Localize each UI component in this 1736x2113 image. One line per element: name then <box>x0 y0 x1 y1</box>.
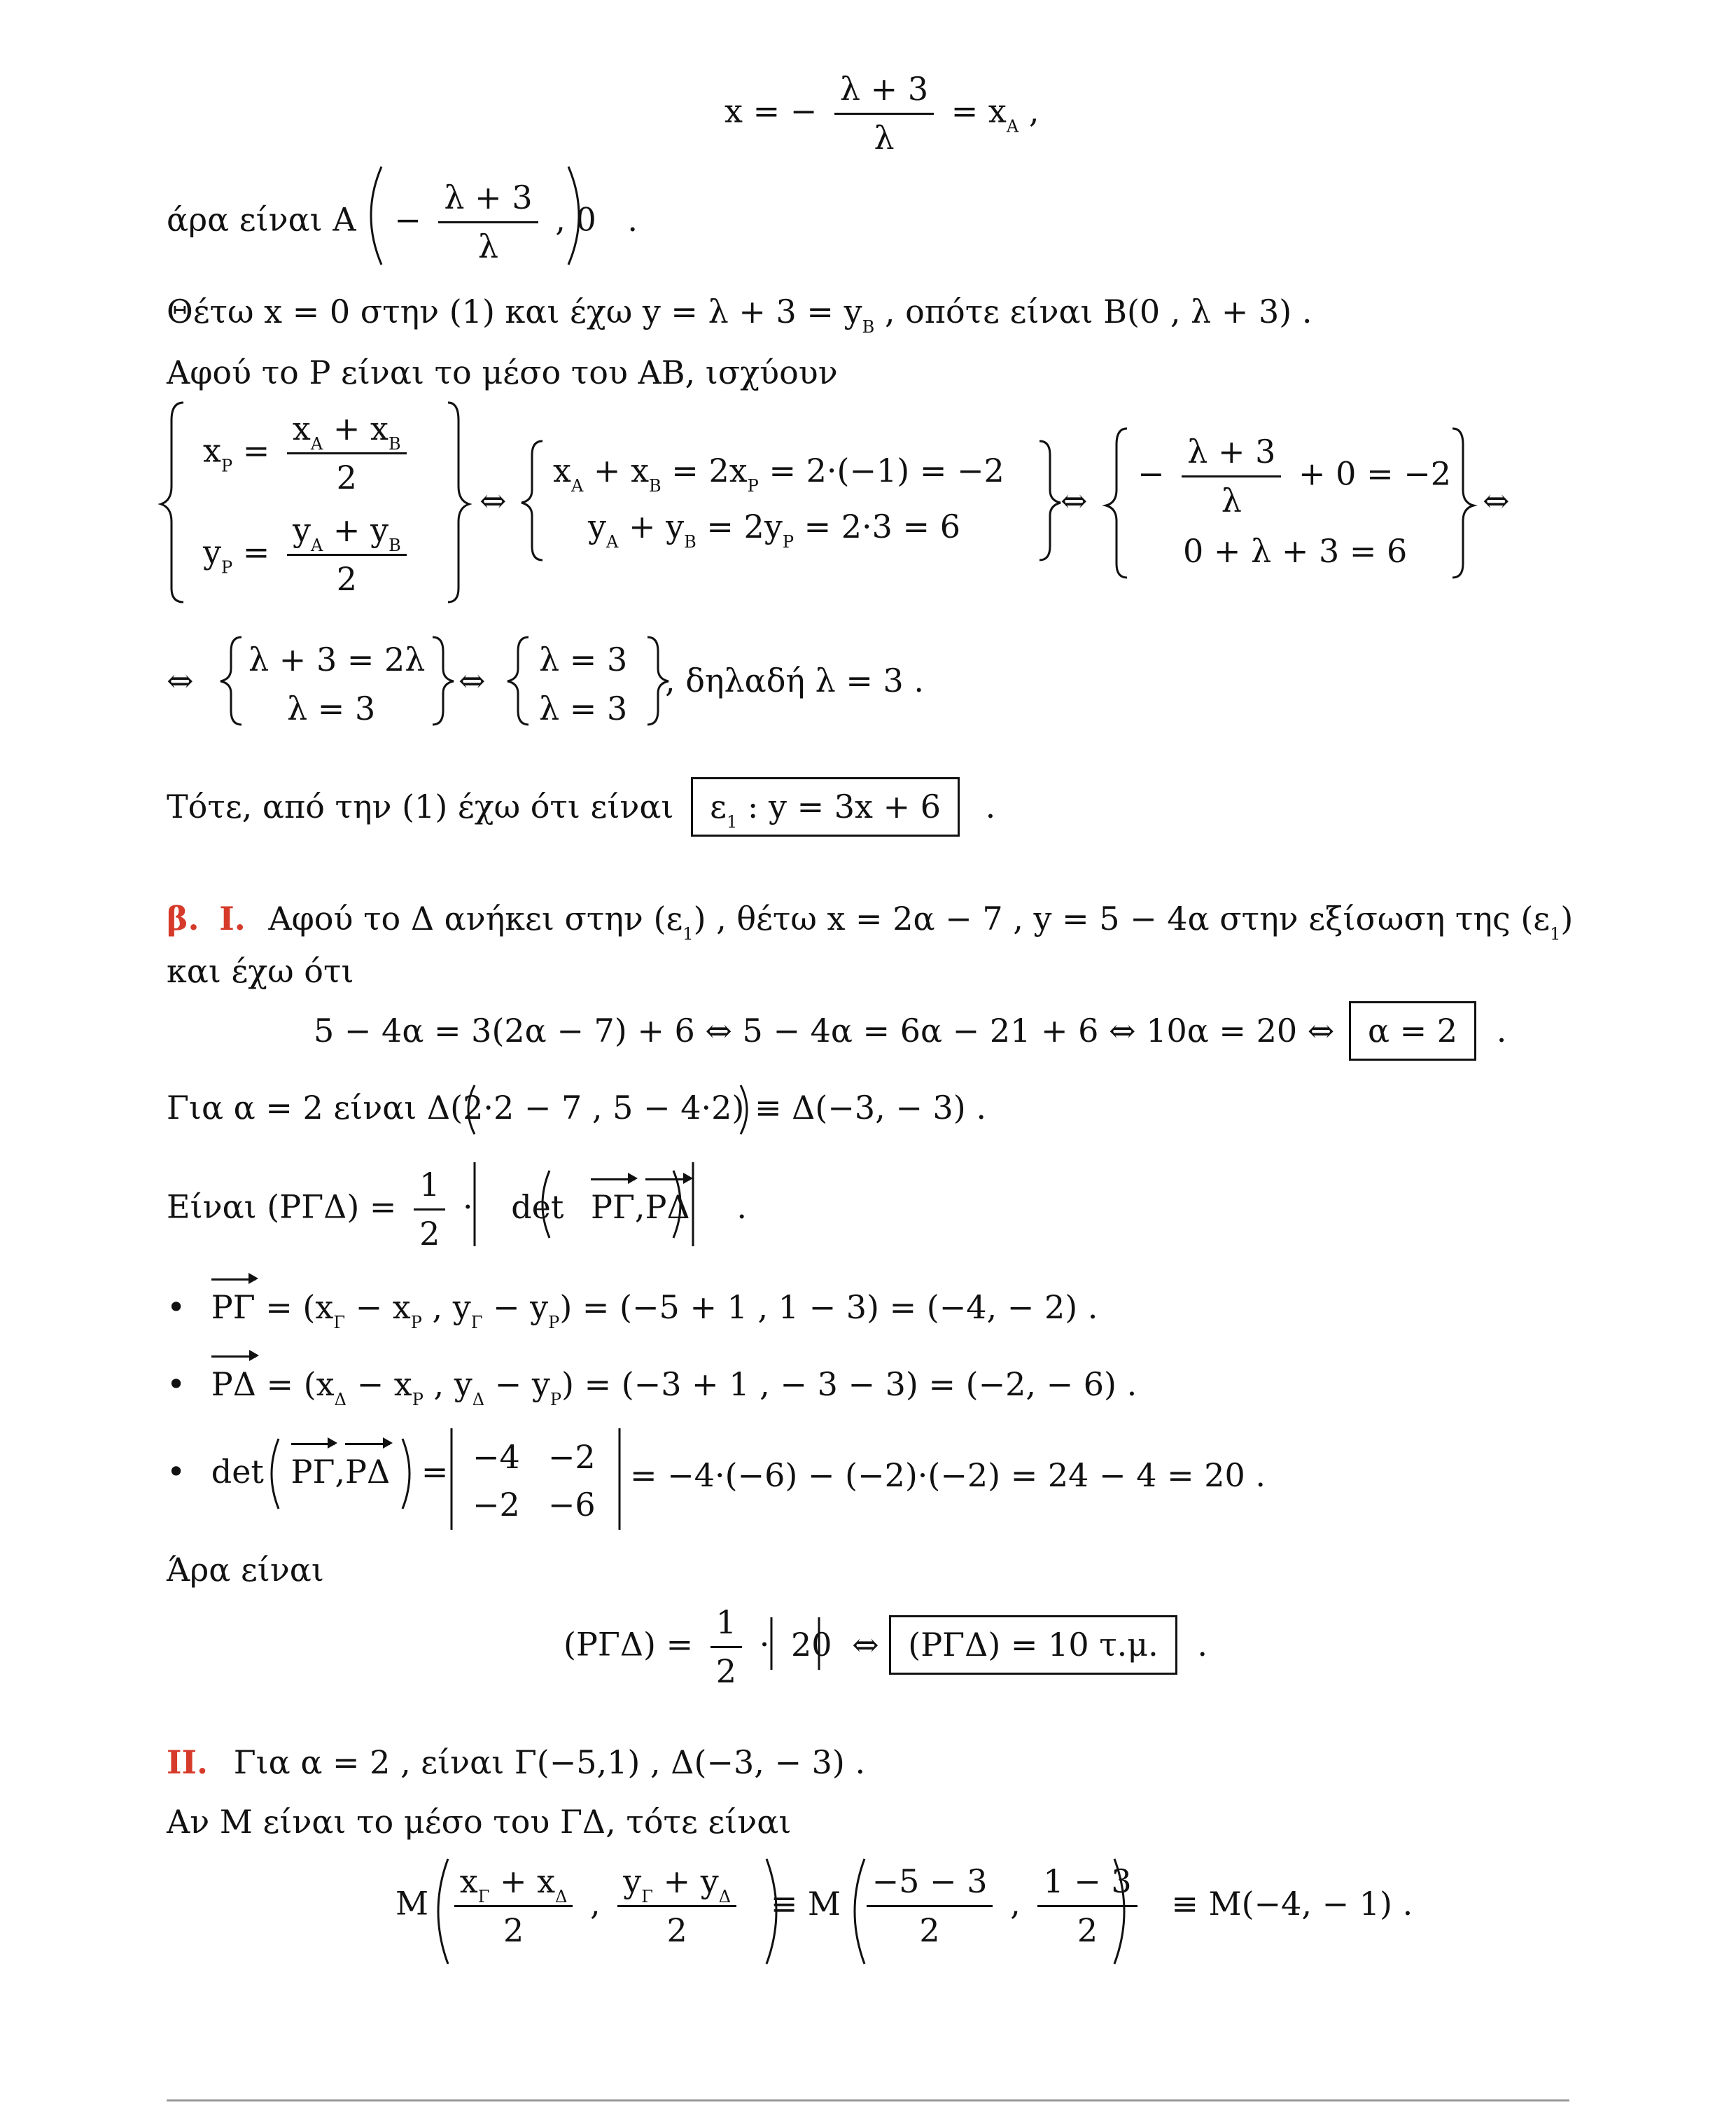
iff-symbol: ⇔ <box>167 662 194 699</box>
fraction: $\frac{x_A + x_B}{2}$ <box>287 410 407 497</box>
beta-heading: β. I. Αφού το Δ ανήκει στην $(\varepsilon_1)$ , θέτω x = 2α − 7 , y = 5 − 4α στην εξίσωση της $(\varepsilon_1)$ <box>167 900 1574 944</box>
brace-right <box>1040 441 1060 560</box>
fraction: $\frac{-5 - 3}{2}$ <box>867 1862 993 1950</box>
vector-pd: ΡΔ <box>345 1453 391 1491</box>
det-matrix: −4 −2 −2 −6 <box>472 1438 596 1524</box>
brace-left <box>161 403 183 602</box>
system1-row2: $y_P$ = $\frac{y_A + y_B}{2}$ <box>203 511 414 599</box>
iff-symbol: ⇔ <box>479 482 507 519</box>
equation-xa: x = − $\frac{\lambda + 3}{\lambda}$ = $x_A$ , <box>724 70 1040 158</box>
brace-right <box>1452 428 1474 578</box>
bullet-pd: • $P\Delta = (x_\Delta - x_P$ , $y_\Delta - y_P) = (-3 + 1$ , − 3 − 3) = (−2, − 6) . <box>167 1365 1138 1409</box>
iff-symbol: ⇔ <box>1060 482 1088 519</box>
fraction: $\frac{\lambda + 3}{\lambda}$ <box>834 70 934 158</box>
brace-left <box>220 637 241 725</box>
system4-row1: λ + 3 = 2λ <box>248 641 426 678</box>
system5-row2: λ = 3 <box>539 690 628 727</box>
fraction: $\frac{x_\Gamma + x_\Delta}{2}$ <box>454 1862 573 1950</box>
point-a-line: άρα είναι A − $\frac{\lambda + 3}{\lambda}$ , 0 . <box>167 179 638 266</box>
system4-row2: λ = 3 <box>287 690 376 727</box>
area-definition: Είναι (ΡΓΔ) = $\frac{1}{2}$ · det ΡΓ,ΡΔ . <box>167 1166 747 1253</box>
brace-left <box>1106 428 1127 578</box>
brace-right <box>448 403 469 602</box>
fraction: $\frac{\lambda + 3}{\lambda}$ <box>1182 433 1281 520</box>
theto-line: Θέτω x = 0 στην (1) και έχω $y = \lambda + 3 = y_B$ , οπότε είναι B(0 , λ + 3) . <box>167 293 1312 337</box>
bullet-pg: • $P\Gamma = (x_\Gamma - x_P$ , $y_\Gamma - y_P) = (-5 + 1$ , 1 − 3) = (−4, − 2) . <box>167 1288 1098 1332</box>
alpha-equation: 5 − 4α = 3(2α − 7) + 6 ⇔ 5 − 4α = 6α − 21 + 6 ⇔ 10α = 20 ⇔ α = 2 . <box>314 1001 1506 1061</box>
system2-row2: $y_A + y_B = 2y_P = 2\cdot 3 = 6$ <box>588 508 960 552</box>
bullet-dot: • <box>167 1365 186 1403</box>
fraction: $\frac{\lambda + 3}{\lambda}$ <box>438 179 538 266</box>
area-result: (ΡΓΔ) = $\frac{1}{2}$ · 20 ⇔ (ΡΓΔ) = 10 τ.μ. . <box>564 1603 1208 1691</box>
vector-pd: ΡΔ <box>211 1365 256 1403</box>
eps1-box: $\varepsilon_1$ : y = 3x + 6 <box>691 777 960 837</box>
det-result: = −4·(−6) − (−2)·(−2) = 24 − 4 = 20 . <box>630 1456 1266 1494</box>
section-label: II. <box>167 1743 209 1781</box>
vector-pg: ΡΓ <box>290 1453 335 1491</box>
fraction: $\frac{1 - 3}{2}$ <box>1037 1862 1137 1950</box>
area-box: (ΡΓΔ) = 10 τ.μ. <box>889 1615 1177 1675</box>
midpoint-intro: Αφού το P είναι το μέσο του AB, ισχύουν <box>167 354 838 391</box>
system3-row2: 0 + λ + 3 = 6 <box>1183 532 1408 570</box>
mid-m-intro: Αν Μ είναι το μέσο του ΓΔ, τότε είναι <box>167 1803 792 1841</box>
fraction: $\frac{1}{2}$ <box>710 1603 742 1691</box>
lambda-result: , δηλαδή λ = 3 . <box>665 662 925 699</box>
fraction: $\frac{y_A + y_B}{2}$ <box>287 511 407 599</box>
brace-left <box>507 637 528 725</box>
iff-symbol: ⇔ <box>458 662 486 699</box>
iff-symbol: ⇔ <box>1483 482 1510 519</box>
delta-line: Για α = 2 είναι Δ(2·2 − 7 , 5 − 4·2) ≡ Δ(−3, − 3) . <box>167 1089 986 1127</box>
system5-row1: λ = 3 <box>539 641 628 678</box>
alpha-box: α = 2 <box>1349 1001 1476 1061</box>
midpoint-m: M $\frac{x_\Gamma + x_\Delta}{2}$ , $\frac{y_\Gamma + y_\Delta}{2}$ ≡ M $\frac{-5 - 3}{2}$ , $\frac{1 - 3}{2}$ ≡ M(−4, − 1) . <box>396 1862 1413 1950</box>
section-label: β. <box>167 900 200 937</box>
section-ii: II. Για α = 2 , είναι Γ(−5,1) , Δ(−3, − 3) . <box>167 1743 866 1781</box>
beta-line2: και έχω ότι <box>167 952 354 990</box>
fraction: $\frac{1}{2}$ <box>414 1166 445 1253</box>
vector-pd: ΡΔ <box>645 1187 690 1226</box>
bullet-det: • det ΡΓ,ΡΔ = <box>167 1453 449 1491</box>
brace-left <box>522 441 542 560</box>
vector-pg: ΡΓ <box>591 1187 635 1226</box>
brace-right <box>433 637 454 725</box>
system3-row1: − $\frac{\lambda + 3}{\lambda}$ + 0 = −2 <box>1138 433 1452 520</box>
vector-pg: ΡΓ <box>211 1288 255 1326</box>
bullet-dot: • <box>167 1453 186 1491</box>
system2-row1: $x_A + x_B = 2x_P = 2\cdot(-1) = -2$ <box>553 452 1004 496</box>
ara-line: Άρα είναι <box>167 1551 324 1589</box>
fraction: $\frac{y_\Gamma + y_\Delta}{2}$ <box>617 1862 736 1950</box>
bullet-dot: • <box>167 1288 186 1326</box>
section-roman: I. <box>219 900 246 937</box>
system1-row1: $x_P$ = $\frac{x_A + x_B}{2}$ <box>203 410 414 497</box>
tote-line: Τότε, από την (1) έχω ότι είναι $\varepsilon_1$ : y = 3x + 6 . <box>167 777 995 837</box>
